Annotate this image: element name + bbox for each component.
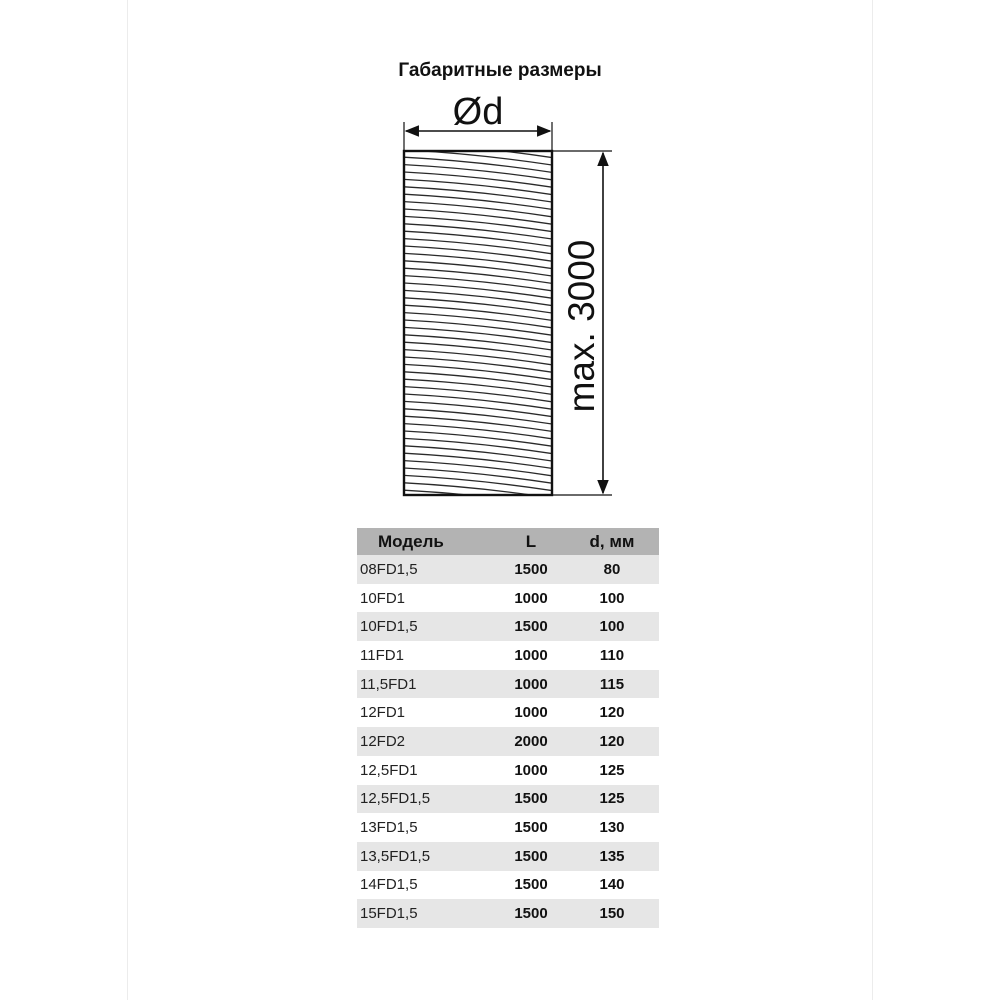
table-row bbox=[357, 584, 659, 613]
table-row bbox=[357, 612, 659, 641]
corrugation-ridge bbox=[400, 490, 556, 506]
cell-diameter: 100 bbox=[599, 618, 625, 636]
table-row bbox=[357, 698, 659, 727]
spec-table bbox=[357, 528, 659, 928]
cell-diameter: 125 bbox=[599, 761, 625, 779]
cell-length: 1500 bbox=[514, 876, 548, 894]
table-row bbox=[357, 871, 659, 900]
cell-model: 12,5FD1 bbox=[360, 761, 418, 779]
page-title: Габаритные размеры bbox=[398, 60, 602, 81]
cell-model: 12,5FD1,5 bbox=[360, 790, 431, 808]
cell-length: 1500 bbox=[514, 790, 548, 808]
cell-length: 1000 bbox=[514, 646, 548, 664]
cell-diameter: 135 bbox=[599, 847, 625, 865]
cell-model: 15FD1,5 bbox=[360, 905, 418, 923]
table-body bbox=[357, 555, 659, 928]
cell-diameter: 130 bbox=[599, 819, 625, 837]
cell-model: 12FD1 bbox=[360, 704, 406, 722]
table-row bbox=[357, 899, 659, 928]
cell-length: 1000 bbox=[514, 675, 548, 693]
table-row bbox=[357, 785, 659, 814]
cell-diameter: 120 bbox=[599, 732, 625, 750]
table-row bbox=[357, 555, 659, 584]
cell-diameter: 150 bbox=[599, 905, 625, 923]
table-row bbox=[357, 670, 659, 699]
cell-diameter: 110 bbox=[599, 646, 625, 664]
cell-diameter: 140 bbox=[599, 876, 625, 894]
table-header bbox=[357, 528, 659, 555]
cell-length: 1500 bbox=[514, 905, 548, 923]
cell-model: 11FD1 bbox=[360, 646, 404, 664]
table-row bbox=[357, 842, 659, 871]
cell-model: 08FD1,5 bbox=[360, 560, 418, 578]
cell-length: 1000 bbox=[514, 761, 548, 779]
table-row bbox=[357, 727, 659, 756]
cell-length: 2000 bbox=[514, 732, 548, 750]
table-row bbox=[357, 756, 659, 785]
cell-diameter: 100 bbox=[599, 589, 625, 607]
corrugation-ridge bbox=[400, 505, 556, 520]
table-row bbox=[357, 641, 659, 670]
corrugation-ridge bbox=[400, 483, 556, 499]
cell-model: 14FD1,5 bbox=[360, 876, 418, 894]
cell-diameter: 125 bbox=[599, 790, 625, 808]
cell-length: 1000 bbox=[514, 589, 548, 607]
cell-length: 1000 bbox=[514, 704, 548, 722]
cell-length: 1500 bbox=[514, 560, 548, 578]
cell-length: 1500 bbox=[514, 819, 548, 837]
corrugation-ridge bbox=[400, 497, 556, 513]
corrugation-ridge bbox=[400, 135, 556, 151]
cell-model: 11,5FD1 bbox=[360, 675, 417, 693]
duct-corrugation bbox=[400, 120, 556, 520]
cell-model: 12FD2 bbox=[360, 732, 406, 750]
header-diameter: d, мм bbox=[589, 531, 635, 551]
cell-length: 1500 bbox=[514, 847, 548, 865]
header-model: Модель bbox=[378, 531, 444, 551]
cell-length: 1500 bbox=[514, 618, 548, 636]
cell-model: 13,5FD1,5 bbox=[360, 847, 431, 865]
length-label: max. 3000 bbox=[561, 239, 602, 413]
corrugation-ridge bbox=[400, 512, 556, 520]
cell-diameter: 115 bbox=[599, 675, 625, 693]
cell-diameter: 120 bbox=[599, 704, 625, 722]
cell-model: 10FD1 bbox=[360, 589, 406, 607]
header-length: L bbox=[525, 531, 537, 551]
table-row bbox=[357, 813, 659, 842]
cell-model: 10FD1,5 bbox=[360, 618, 418, 636]
diameter-label: Ød bbox=[452, 91, 504, 133]
cell-diameter: 80 bbox=[603, 560, 621, 578]
cell-model: 13FD1,5 bbox=[360, 819, 418, 837]
